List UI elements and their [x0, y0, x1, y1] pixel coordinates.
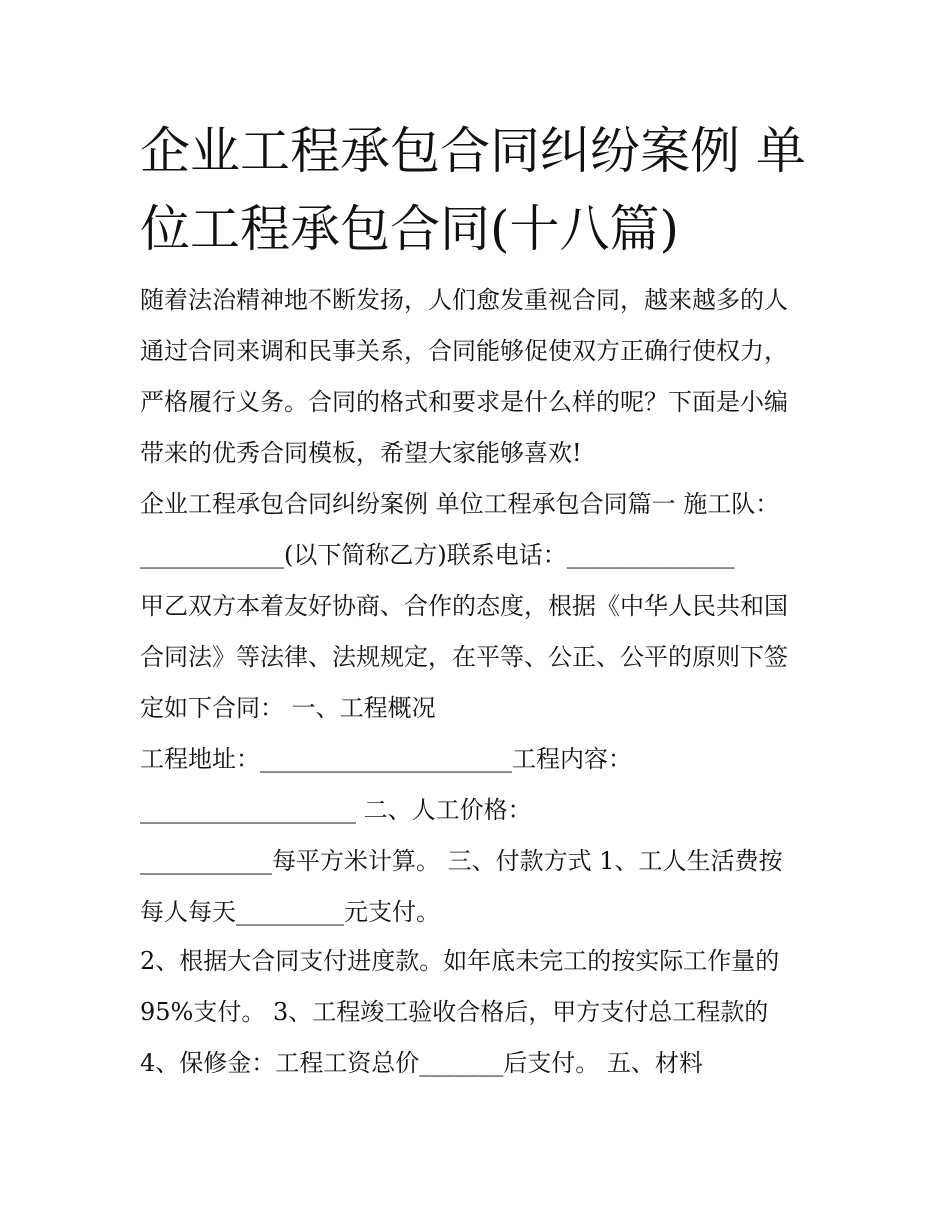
body-line-12: ___________每平方米计算。 三、付款方式 1、工人生活费按 — [140, 847, 783, 875]
body-line-15: 95%支付。 3、工程竣工验收合格后，甲方支付总工程款的 — [140, 998, 769, 1026]
body-line-3: 严格履行义务。合同的格式和要求是什么样的呢？下面是小编 — [140, 388, 788, 416]
body-line-5: 企业工程承包合同纠纷案例 单位工程承包合同篇一 施工队： — [140, 490, 780, 518]
body-line-11: __________________ 二、人工价格： — [140, 796, 532, 824]
body-line-1: 随着法治精神地不断发扬，人们愈发重视合同，越来越多的人 — [140, 286, 788, 314]
body-line-13: 每人每天_________元支付。 — [140, 898, 440, 926]
body-line-2: 通过合同来调和民事关系，合同能够促使双方正确行使权力， — [140, 337, 788, 365]
document-title — [140, 112, 830, 268]
body-line-6: ____________(以下简称乙方)联系电话：______________ — [140, 541, 735, 569]
body-line-4: 带来的优秀合同模板，希望大家能够喜欢! — [140, 439, 582, 467]
body-line-7: 甲乙双方本着友好协商、合作的态度，根据《中华人民共和国 — [140, 592, 788, 620]
title-line-2: 位工程承包合同(十八篇) — [140, 200, 680, 258]
body-line-16: 4、保修金：工程工资总价_______后支付。 五、材料 — [140, 1049, 703, 1077]
body-line-8: 合同法》等法律、法规规定，在平等、公正、公平的原则下签 — [140, 643, 788, 671]
body-line-10: 工程地址：_____________________工程内容： — [140, 745, 632, 773]
body-line-9: 定如下合同： 一、工程概况 — [140, 694, 436, 722]
body-line-14: 2、根据大合同支付进度款。如年底未完工的按实际工作量的 — [140, 947, 780, 975]
title-line-1: 企业工程承包合同纠纷案例 单 — [140, 122, 806, 180]
